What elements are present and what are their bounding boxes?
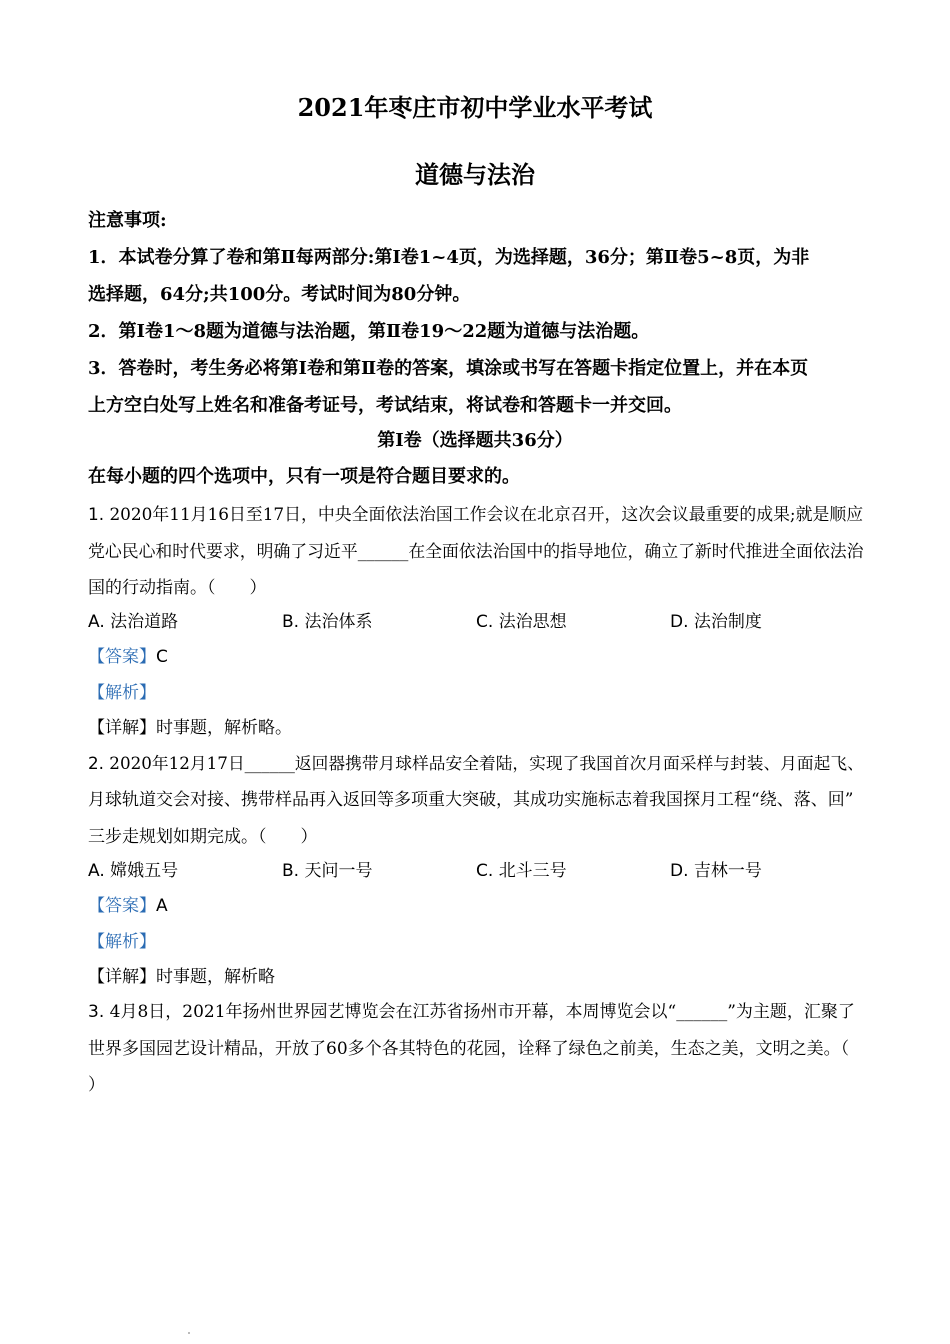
question-1-analysis-label: 【解析】 bbox=[88, 683, 156, 703]
question-2-option-c[interactable]: C. 北斗三号 bbox=[476, 861, 567, 881]
section-instruction: 在每小题的四个选项中，只有一项是符合题目要求的。 bbox=[88, 466, 520, 487]
section-title: 第I卷（选择题共36分） bbox=[377, 430, 573, 451]
question-2-line-2: 月球轨道交会对接、携带样品再入返回等多项重大突破，其成功实施标志着我国探月工程“绕、落、回” bbox=[88, 790, 854, 810]
question-2-option-a[interactable]: A. 嫦娥五号 bbox=[88, 861, 179, 881]
question-2-text-1: 2020年12月17日______返回器携带月球样品安全着陆，实现了我国首次月面采样与封装、月面起飞、 bbox=[109, 753, 864, 773]
notice-item-2: 2．第I卷1～8题为道德与法治题，第Ⅱ卷19～22题为道德与法治题。 bbox=[88, 321, 650, 342]
page-speck bbox=[188, 1332, 190, 1334]
notice-item-3-line-2: 上方空白处写上姓名和准备考证号，考试结束，将试卷和答题卡一并交回。 bbox=[88, 395, 682, 416]
question-1-option-d[interactable]: D. 法治制度 bbox=[670, 612, 762, 632]
question-2-analysis-label: 【解析】 bbox=[88, 932, 156, 952]
question-1-number: 1. bbox=[88, 504, 105, 524]
question-1-option-c[interactable]: C. 法治思想 bbox=[476, 612, 567, 632]
notice-item-1-line-1: 1．本试卷分算了卷和第Ⅱ每两部分:第Ⅰ卷1~4页，为选择题，36分；第Ⅱ卷5~8页，为非 bbox=[88, 247, 810, 268]
question-1-answer bbox=[88, 646, 868, 668]
exam-subject: 道德与法治 bbox=[415, 160, 535, 189]
answer-label: 【答案】 bbox=[88, 647, 156, 667]
question-2-line-3: 三步走规划如期完成。（ ） bbox=[88, 827, 318, 847]
question-3-text-1: 4月8日，2021年扬州世界园艺博览会在江苏省扬州市开幕，本周博览会以“______”为主题，汇聚了 bbox=[109, 1002, 855, 1022]
answer-value: C bbox=[156, 647, 168, 667]
question-1-text-1: 2020年11月16日至17日，中央全面依法治国工作会议在北京召开，这次会议最重要的成果;就是顺应 bbox=[109, 504, 864, 524]
notice-item-1-line-2: 选择题，64分;共100分。考试时间为80分钟。 bbox=[88, 284, 471, 305]
question-1-line-3: 国的行动指南。（ ） bbox=[88, 578, 267, 598]
question-2-line-1 bbox=[88, 752, 868, 774]
exam-title: 2021年枣庄市初中学业水平考试 bbox=[297, 93, 653, 122]
question-1-line-1 bbox=[88, 503, 868, 525]
question-2-number: 2. bbox=[88, 753, 104, 773]
question-2-detail: 【详解】时事题，解析略 bbox=[88, 967, 275, 987]
question-2-option-b[interactable]: B. 天问一号 bbox=[282, 861, 373, 881]
question-1-option-a[interactable]: A. 法治道路 bbox=[88, 612, 179, 632]
notice-heading: 注意事项: bbox=[88, 210, 167, 231]
question-3-line-1 bbox=[88, 1001, 868, 1023]
answer-label: 【答案】 bbox=[88, 896, 156, 916]
question-1-line-2: 党心民心和时代要求，明确了习近平______在全面依法治国中的指导地位，确立了新时代推进全面依法治 bbox=[88, 541, 864, 561]
question-3-line-2: 世界多国园艺设计精品，开放了60多个各其特色的花园，诠释了绿色之前美，生态之美，文明之美。（ bbox=[88, 1039, 850, 1059]
answer-value: A bbox=[156, 896, 168, 916]
question-2-option-d[interactable]: D. 吉林一号 bbox=[670, 861, 762, 881]
question-3-line-3: ） bbox=[88, 1075, 105, 1095]
notice-item-3-line-1: 3．答卷时，考生务必将第Ⅰ卷和第Ⅱ卷的答案，填涂或书写在答题卡指定位置上，并在本页 bbox=[88, 358, 809, 379]
question-3-number: 3. bbox=[88, 1002, 105, 1022]
question-1-option-b[interactable]: B. 法治体系 bbox=[282, 612, 373, 632]
question-1-detail: 【详解】时事题，解析略。 bbox=[88, 718, 292, 738]
question-2-answer bbox=[88, 895, 868, 917]
